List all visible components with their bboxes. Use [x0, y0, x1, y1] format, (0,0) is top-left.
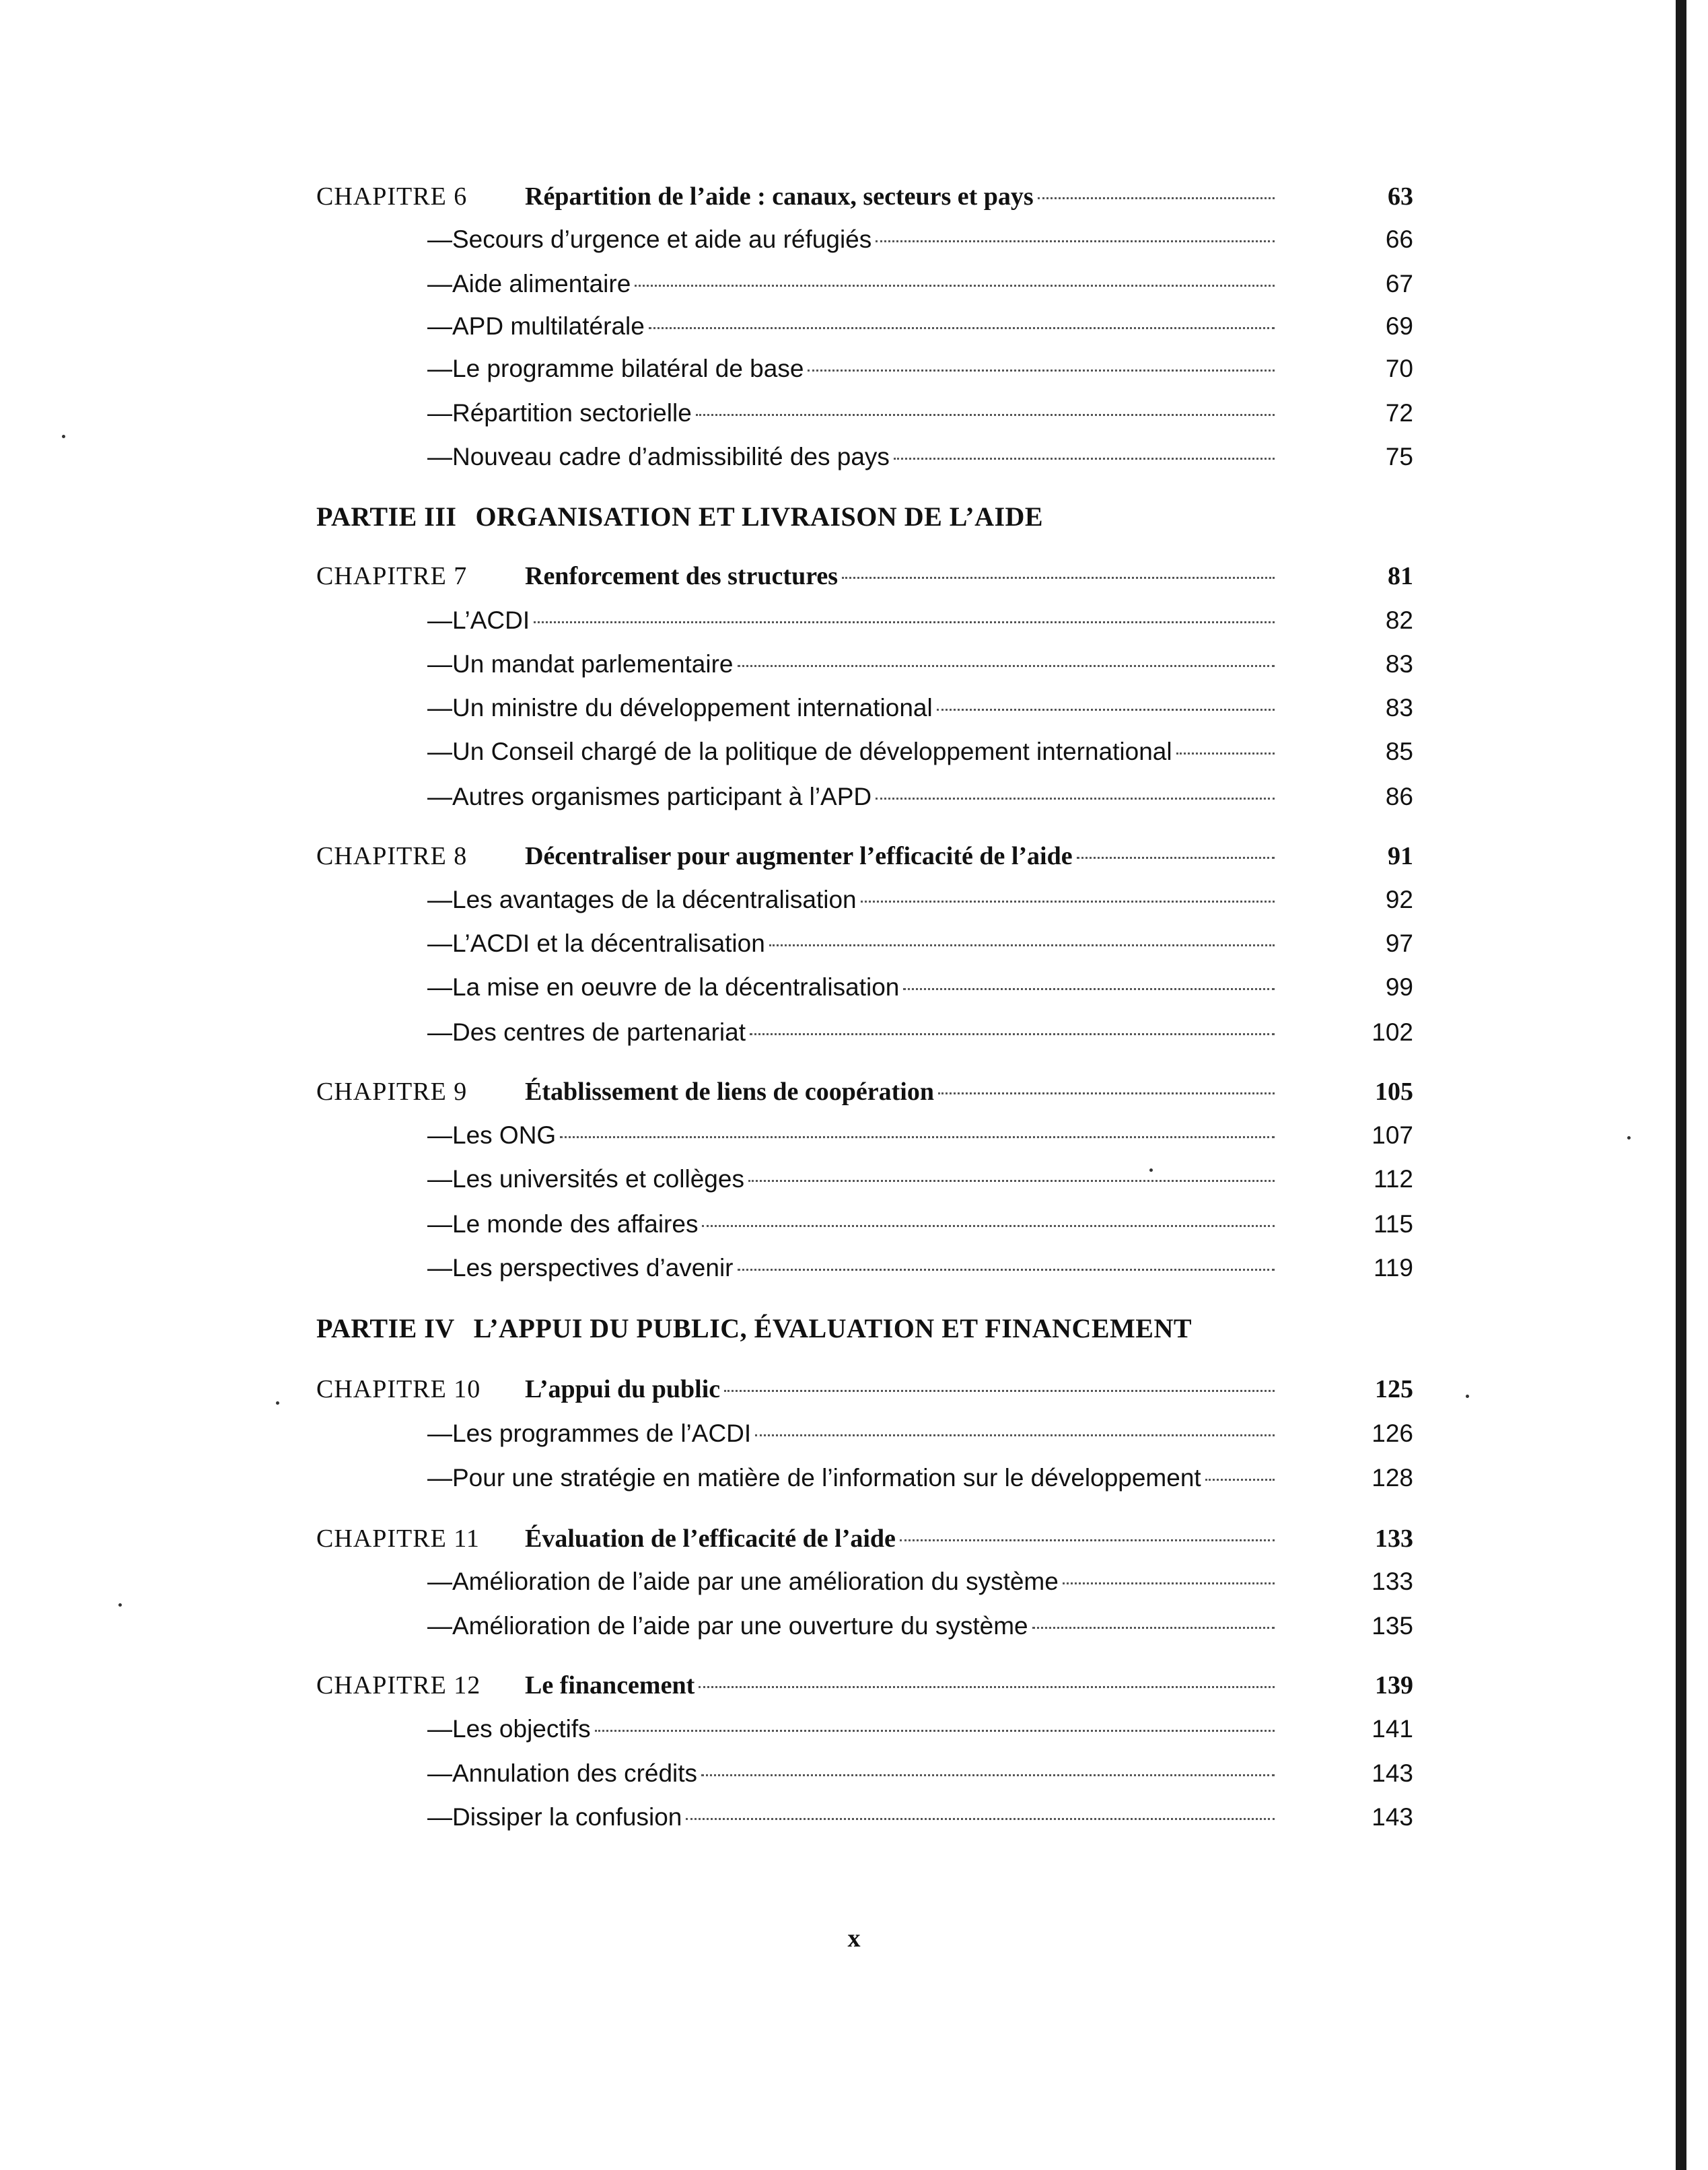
toc-chapter-chapitre-12: [316, 1665, 1413, 1706]
dot-leader: [876, 240, 1275, 242]
toc-section-entry: [316, 1797, 1413, 1838]
page-number: 86: [1385, 783, 1413, 810]
page-number: 67: [1385, 270, 1413, 298]
page-number: 82: [1385, 606, 1413, 634]
dot-leader: [1038, 197, 1275, 199]
page-number: 133: [1375, 1525, 1413, 1553]
chapter-title: L’appui du public: [525, 1375, 721, 1403]
section-title: —Un Conseil chargé de la politique de développement international: [427, 738, 1172, 765]
toc-chapter-chapitre-8: [316, 836, 1413, 876]
section-title: —Les perspectives d’avenir: [427, 1254, 734, 1282]
toc-section-entry: [316, 1159, 1413, 1199]
dot-leader: [900, 1539, 1275, 1541]
toc-section-entry: [316, 1606, 1413, 1646]
toc-section-entry: [316, 1115, 1413, 1156]
dot-leader: [649, 327, 1275, 329]
section-title: —Dissiper la confusion: [427, 1803, 682, 1831]
chapter-title: Répartition de l’aide : canaux, secteurs et pays: [525, 182, 1034, 211]
toc-section-entry: [316, 732, 1413, 772]
section-title: —Autres organismes participant à l’APD: [427, 783, 872, 810]
page-number: 91: [1388, 842, 1413, 870]
page-number: 112: [1374, 1165, 1413, 1193]
section-title: —Nouveau cadre d’admissibilité des pays: [427, 443, 890, 470]
chapter-number: CHAPITRE 12: [316, 1671, 481, 1700]
page-number: 72: [1385, 399, 1413, 427]
dot-leader: [534, 621, 1275, 623]
dot-leader: [724, 1390, 1275, 1392]
section-title: —La mise en oeuvre de la décentralisation: [427, 973, 900, 1001]
section-title: —Amélioration de l’aide par une ouverture du système: [427, 1612, 1028, 1640]
dot-leader: [1077, 857, 1275, 859]
section-title: —Aide alimentaire: [427, 270, 631, 298]
section-title: —Des centres de partenariat: [427, 1018, 746, 1046]
part-number: PARTIE III: [316, 501, 457, 532]
toc-chapter-chapitre-11: [316, 1518, 1413, 1559]
page-number: 97: [1385, 930, 1413, 957]
dot-leader: [560, 1136, 1275, 1138]
section-title: —Les programmes de l’ACDI: [427, 1420, 752, 1447]
toc-section-entry: [316, 306, 1413, 347]
toc-section-entry: [316, 393, 1413, 433]
page-number-footer: x: [847, 1924, 861, 1953]
dot-leader: [635, 285, 1275, 287]
dot-leader: [738, 1269, 1275, 1271]
section-title: —Les ONG: [427, 1121, 557, 1149]
page-number: 139: [1375, 1671, 1413, 1700]
scan-speck: [1149, 1168, 1153, 1172]
page-number: 81: [1388, 562, 1413, 590]
section-title: —Répartition sectorielle: [427, 399, 692, 427]
page-number: 99: [1385, 973, 1413, 1001]
toc-section-entry: [316, 777, 1413, 817]
chapter-number: CHAPITRE 8: [316, 842, 468, 870]
dot-leader: [876, 798, 1275, 800]
section-title: —Pour une stratégie en matière de l’information sur le développement: [427, 1464, 1201, 1492]
toc-section-entry: [316, 1458, 1413, 1498]
section-title: —Les universités et collèges: [427, 1165, 744, 1193]
page-number: 143: [1372, 1759, 1413, 1787]
toc-chapter-chapitre-10: [316, 1369, 1413, 1409]
page-number: 128: [1372, 1464, 1413, 1492]
toc-section-entry: [316, 1204, 1413, 1245]
dot-leader: [903, 988, 1275, 990]
chapter-title: Le financement: [525, 1671, 695, 1700]
toc-section-entry: [316, 688, 1413, 728]
page-number: 135: [1372, 1612, 1413, 1640]
page-number: 125: [1375, 1375, 1413, 1403]
dot-leader: [842, 577, 1275, 579]
chapter-number: CHAPITRE 6: [316, 182, 468, 211]
toc-section-entry: [316, 437, 1413, 477]
toc-section-entry: [316, 880, 1413, 920]
part-number: PARTIE IV: [316, 1313, 455, 1343]
page-number: 92: [1385, 886, 1413, 913]
scan-speck: [62, 435, 65, 438]
chapter-number: CHAPITRE 7: [316, 562, 468, 590]
dot-leader: [755, 1434, 1275, 1436]
scan-speck: [276, 1401, 279, 1405]
page-number: 102: [1372, 1018, 1413, 1046]
section-title: —Le programme bilatéral de base: [427, 355, 804, 382]
page-number: 115: [1374, 1210, 1413, 1238]
section-title: —Annulation des crédits: [427, 1759, 698, 1787]
toc-section-entry: [316, 219, 1413, 260]
section-title: —Un ministre du développement international: [427, 694, 933, 722]
toc-chapter-chapitre-7: [316, 556, 1413, 596]
toc-part-partie-iii: [316, 497, 1413, 537]
section-title: —L’ACDI: [427, 606, 530, 634]
dot-leader: [894, 458, 1275, 460]
page-number: 75: [1385, 443, 1413, 470]
dot-leader: [738, 665, 1275, 667]
toc-section-entry: [316, 967, 1413, 1008]
section-title: —Le monde des affaires: [427, 1210, 699, 1238]
toc-section-entry: [316, 1562, 1413, 1602]
dot-leader: [769, 944, 1275, 946]
page-number: 63: [1388, 182, 1413, 211]
page-number: 85: [1385, 738, 1413, 765]
toc-section-entry: [316, 264, 1413, 304]
page-number: 141: [1372, 1715, 1413, 1743]
chapter-number: CHAPITRE 9: [316, 1078, 468, 1106]
page-number: 143: [1372, 1803, 1413, 1831]
page-number: 107: [1372, 1121, 1413, 1149]
page-number: 126: [1372, 1420, 1413, 1447]
toc-chapter-chapitre-9: [316, 1072, 1413, 1112]
toc-section-entry: [316, 644, 1413, 685]
scan-speck: [1466, 1395, 1469, 1398]
dot-leader: [938, 1092, 1275, 1094]
dot-leader: [699, 1686, 1275, 1688]
chapter-title: Décentraliser pour augmenter l’efficacité de l’aide: [525, 842, 1073, 870]
dot-leader: [1205, 1479, 1275, 1481]
dot-leader: [696, 414, 1275, 416]
toc-section-entry: [316, 1012, 1413, 1053]
toc-section-entry: [316, 1413, 1413, 1454]
part-title: L’APPUI DU PUBLIC, ÉVALUATION ET FINANCEMENT: [473, 1313, 1193, 1343]
page-number: 105: [1375, 1078, 1413, 1106]
page-number: 83: [1385, 694, 1413, 722]
dot-leader: [937, 709, 1275, 711]
scan-speck: [118, 1603, 122, 1607]
page-number: 119: [1374, 1254, 1413, 1282]
dot-leader: [1176, 753, 1275, 755]
dot-leader: [702, 1225, 1275, 1227]
toc-section-entry: [316, 600, 1413, 641]
chapter-title: Établissement de liens de coopération: [525, 1078, 934, 1106]
section-title: —Les avantages de la décentralisation: [427, 886, 857, 913]
toc-section-entry: [316, 1753, 1413, 1794]
dot-leader: [686, 1818, 1275, 1820]
scan-edge-shadow: [1676, 0, 1686, 2170]
dot-leader: [1063, 1582, 1275, 1584]
dot-leader: [808, 370, 1275, 372]
toc-part-partie-iv: [316, 1308, 1413, 1349]
section-title: —Les objectifs: [427, 1715, 591, 1743]
toc-section-entry: [316, 349, 1413, 389]
scan-speck: [1627, 1136, 1631, 1140]
page-number: 66: [1385, 225, 1413, 253]
section-title: —APD multilatérale: [427, 312, 645, 340]
section-title: —Secours d’urgence et aide au réfugiés: [427, 225, 872, 253]
dot-leader: [1032, 1627, 1275, 1629]
chapter-number: CHAPITRE 11: [316, 1525, 480, 1553]
toc-chapter-chapitre-6: [316, 176, 1413, 217]
dot-leader: [750, 1033, 1275, 1035]
chapter-title: Évaluation de l’efficacité de l’aide: [525, 1525, 896, 1553]
toc-section-entry: [316, 923, 1413, 964]
part-title: ORGANISATION ET LIVRAISON DE L’AIDE: [475, 501, 1044, 532]
section-title: —Un mandat parlementaire: [427, 650, 734, 678]
chapter-number: CHAPITRE 10: [316, 1375, 481, 1403]
dot-leader: [861, 901, 1275, 903]
dot-leader: [701, 1774, 1275, 1776]
toc-section-entry: [316, 1709, 1413, 1749]
dot-leader: [748, 1180, 1275, 1182]
page-number: 83: [1385, 650, 1413, 678]
page-number: 133: [1372, 1568, 1413, 1595]
toc-section-entry: [316, 1248, 1413, 1288]
section-title: —Amélioration de l’aide par une amélioration du système: [427, 1568, 1059, 1595]
dot-leader: [595, 1730, 1275, 1732]
section-title: —L’ACDI et la décentralisation: [427, 930, 765, 957]
chapter-title: Renforcement des structures: [525, 562, 839, 590]
page-number: 70: [1385, 355, 1413, 382]
page-number: 69: [1385, 312, 1413, 340]
